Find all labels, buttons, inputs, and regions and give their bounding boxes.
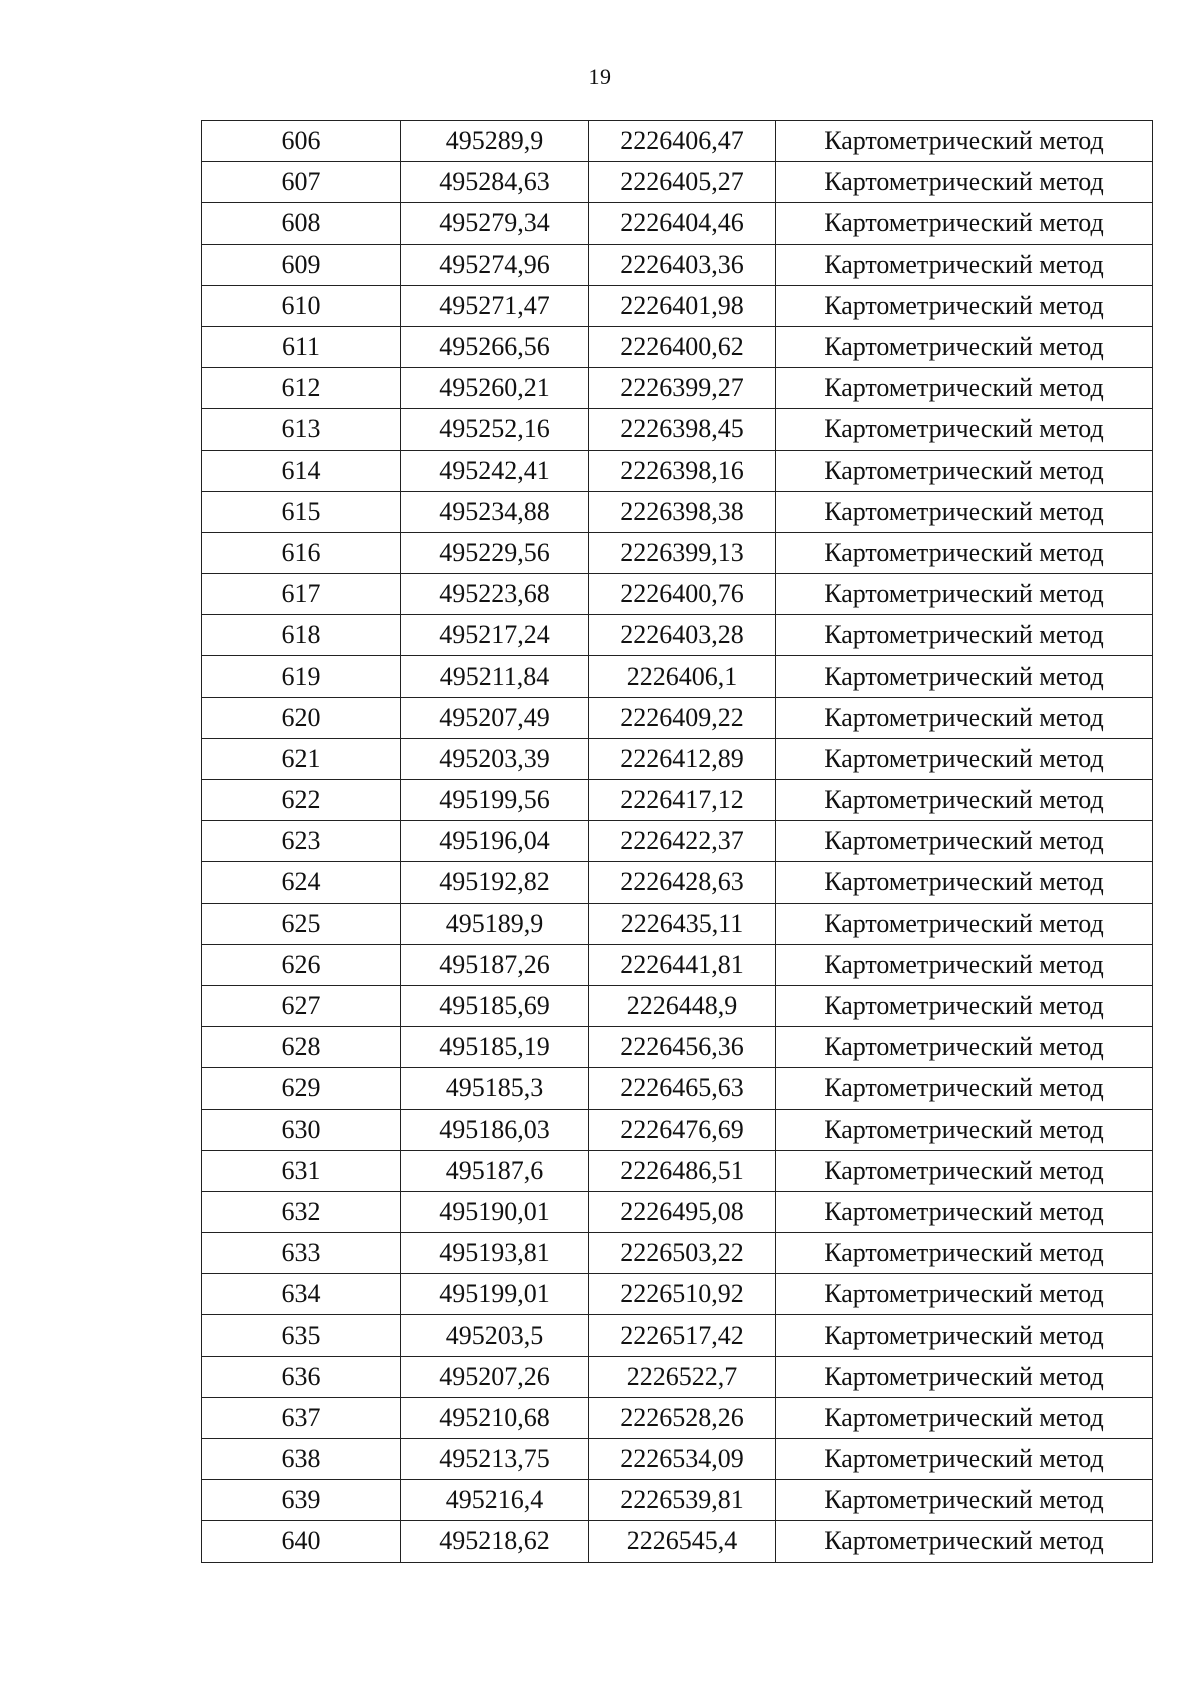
x-coordinate-cell: 495223,68 bbox=[401, 574, 589, 615]
table-row bbox=[202, 985, 1153, 1026]
method-cell: Картометрический метод bbox=[776, 326, 1153, 367]
method-cell: Картометрический метод bbox=[776, 450, 1153, 491]
point-number-cell: 618 bbox=[202, 615, 401, 656]
x-coordinate-cell: 495189,9 bbox=[401, 903, 589, 944]
y-coordinate-cell: 2226400,76 bbox=[589, 574, 776, 615]
y-coordinate-cell: 2226528,26 bbox=[589, 1397, 776, 1438]
method-cell: Картометрический метод bbox=[776, 1521, 1153, 1562]
x-coordinate-cell: 495252,16 bbox=[401, 409, 589, 450]
point-number-cell: 627 bbox=[202, 985, 401, 1026]
y-coordinate-cell: 2226409,22 bbox=[589, 697, 776, 738]
method-cell: Картометрический метод bbox=[776, 656, 1153, 697]
y-coordinate-cell: 2226495,08 bbox=[589, 1191, 776, 1232]
table-row bbox=[202, 656, 1153, 697]
x-coordinate-cell: 495279,34 bbox=[401, 203, 589, 244]
y-coordinate-cell: 2226545,4 bbox=[589, 1521, 776, 1562]
y-coordinate-cell: 2226400,62 bbox=[589, 326, 776, 367]
method-cell: Картометрический метод bbox=[776, 409, 1153, 450]
x-coordinate-cell: 495196,04 bbox=[401, 821, 589, 862]
x-coordinate-cell: 495271,47 bbox=[401, 285, 589, 326]
x-coordinate-cell: 495187,6 bbox=[401, 1150, 589, 1191]
y-coordinate-cell: 2226422,37 bbox=[589, 821, 776, 862]
x-coordinate-cell: 495185,69 bbox=[401, 985, 589, 1026]
y-coordinate-cell: 2226404,46 bbox=[589, 203, 776, 244]
table-row bbox=[202, 121, 1153, 162]
x-coordinate-cell: 495234,88 bbox=[401, 491, 589, 532]
method-cell: Картометрический метод bbox=[776, 368, 1153, 409]
table-row bbox=[202, 162, 1153, 203]
table-row bbox=[202, 285, 1153, 326]
point-number-cell: 608 bbox=[202, 203, 401, 244]
y-coordinate-cell: 2226398,38 bbox=[589, 491, 776, 532]
method-cell: Картометрический метод bbox=[776, 1356, 1153, 1397]
x-coordinate-cell: 495185,3 bbox=[401, 1068, 589, 1109]
method-cell: Картометрический метод bbox=[776, 944, 1153, 985]
method-cell: Картометрический метод bbox=[776, 738, 1153, 779]
y-coordinate-cell: 2226399,27 bbox=[589, 368, 776, 409]
x-coordinate-cell: 495213,75 bbox=[401, 1439, 589, 1480]
table-row bbox=[202, 1356, 1153, 1397]
point-number-cell: 634 bbox=[202, 1274, 401, 1315]
method-cell: Картометрический метод bbox=[776, 1439, 1153, 1480]
y-coordinate-cell: 2226441,81 bbox=[589, 944, 776, 985]
table-row bbox=[202, 1233, 1153, 1274]
table-row bbox=[202, 409, 1153, 450]
x-coordinate-cell: 495186,03 bbox=[401, 1109, 589, 1150]
point-number-cell: 640 bbox=[202, 1521, 401, 1562]
method-cell: Картометрический метод bbox=[776, 1068, 1153, 1109]
point-number-cell: 606 bbox=[202, 121, 401, 162]
page-number: 19 bbox=[588, 64, 612, 89]
x-coordinate-cell: 495203,39 bbox=[401, 738, 589, 779]
method-cell: Картометрический метод bbox=[776, 1109, 1153, 1150]
method-cell: Картометрический метод bbox=[776, 1397, 1153, 1438]
table-row bbox=[202, 1068, 1153, 1109]
point-number-cell: 617 bbox=[202, 574, 401, 615]
table-row bbox=[202, 532, 1153, 573]
x-coordinate-cell: 495210,68 bbox=[401, 1397, 589, 1438]
coordinates-table bbox=[201, 120, 1153, 1563]
x-coordinate-cell: 495187,26 bbox=[401, 944, 589, 985]
point-number-cell: 620 bbox=[202, 697, 401, 738]
point-number-cell: 639 bbox=[202, 1480, 401, 1521]
method-cell: Картометрический метод bbox=[776, 780, 1153, 821]
method-cell: Картометрический метод bbox=[776, 862, 1153, 903]
y-coordinate-cell: 2226435,11 bbox=[589, 903, 776, 944]
x-coordinate-cell: 495185,19 bbox=[401, 1027, 589, 1068]
table-row bbox=[202, 1109, 1153, 1150]
y-coordinate-cell: 2226412,89 bbox=[589, 738, 776, 779]
table-row bbox=[202, 1397, 1153, 1438]
point-number-cell: 612 bbox=[202, 368, 401, 409]
table-row bbox=[202, 821, 1153, 862]
y-coordinate-cell: 2226417,12 bbox=[589, 780, 776, 821]
table-row bbox=[202, 1191, 1153, 1232]
table-row bbox=[202, 450, 1153, 491]
point-number-cell: 621 bbox=[202, 738, 401, 779]
x-coordinate-cell: 495190,01 bbox=[401, 1191, 589, 1232]
table-row bbox=[202, 1150, 1153, 1191]
y-coordinate-cell: 2226406,1 bbox=[589, 656, 776, 697]
table-row bbox=[202, 491, 1153, 532]
point-number-cell: 615 bbox=[202, 491, 401, 532]
point-number-cell: 630 bbox=[202, 1109, 401, 1150]
point-number-cell: 623 bbox=[202, 821, 401, 862]
table-row bbox=[202, 697, 1153, 738]
table-row bbox=[202, 903, 1153, 944]
table-row bbox=[202, 862, 1153, 903]
point-number-cell: 626 bbox=[202, 944, 401, 985]
point-number-cell: 629 bbox=[202, 1068, 401, 1109]
y-coordinate-cell: 2226517,42 bbox=[589, 1315, 776, 1356]
point-number-cell: 625 bbox=[202, 903, 401, 944]
method-cell: Картометрический метод bbox=[776, 1274, 1153, 1315]
table-row bbox=[202, 944, 1153, 985]
x-coordinate-cell: 495217,24 bbox=[401, 615, 589, 656]
y-coordinate-cell: 2226399,13 bbox=[589, 532, 776, 573]
y-coordinate-cell: 2226465,63 bbox=[589, 1068, 776, 1109]
method-cell: Картометрический метод bbox=[776, 1233, 1153, 1274]
method-cell: Картометрический метод bbox=[776, 1315, 1153, 1356]
method-cell: Картометрический метод bbox=[776, 162, 1153, 203]
point-number-cell: 613 bbox=[202, 409, 401, 450]
method-cell: Картометрический метод bbox=[776, 985, 1153, 1026]
method-cell: Картометрический метод bbox=[776, 285, 1153, 326]
table-row bbox=[202, 368, 1153, 409]
x-coordinate-cell: 495289,9 bbox=[401, 121, 589, 162]
y-coordinate-cell: 2226398,16 bbox=[589, 450, 776, 491]
x-coordinate-cell: 495260,21 bbox=[401, 368, 589, 409]
x-coordinate-cell: 495218,62 bbox=[401, 1521, 589, 1562]
point-number-cell: 632 bbox=[202, 1191, 401, 1232]
table-row bbox=[202, 1521, 1153, 1562]
y-coordinate-cell: 2226401,98 bbox=[589, 285, 776, 326]
table-row bbox=[202, 615, 1153, 656]
table-row bbox=[202, 203, 1153, 244]
y-coordinate-cell: 2226510,92 bbox=[589, 1274, 776, 1315]
point-number-cell: 619 bbox=[202, 656, 401, 697]
x-coordinate-cell: 495207,26 bbox=[401, 1356, 589, 1397]
y-coordinate-cell: 2226406,47 bbox=[589, 121, 776, 162]
point-number-cell: 622 bbox=[202, 780, 401, 821]
method-cell: Картометрический метод bbox=[776, 697, 1153, 738]
point-number-cell: 635 bbox=[202, 1315, 401, 1356]
table-row bbox=[202, 1480, 1153, 1521]
method-cell: Картометрический метод bbox=[776, 532, 1153, 573]
point-number-cell: 624 bbox=[202, 862, 401, 903]
method-cell: Картометрический метод bbox=[776, 244, 1153, 285]
point-number-cell: 610 bbox=[202, 285, 401, 326]
x-coordinate-cell: 495242,41 bbox=[401, 450, 589, 491]
y-coordinate-cell: 2226405,27 bbox=[589, 162, 776, 203]
point-number-cell: 633 bbox=[202, 1233, 401, 1274]
y-coordinate-cell: 2226456,36 bbox=[589, 1027, 776, 1068]
y-coordinate-cell: 2226403,36 bbox=[589, 244, 776, 285]
y-coordinate-cell: 2226398,45 bbox=[589, 409, 776, 450]
x-coordinate-cell: 495193,81 bbox=[401, 1233, 589, 1274]
coordinates-table-body bbox=[202, 121, 1153, 1563]
x-coordinate-cell: 495199,01 bbox=[401, 1274, 589, 1315]
table-row bbox=[202, 574, 1153, 615]
y-coordinate-cell: 2226486,51 bbox=[589, 1150, 776, 1191]
y-coordinate-cell: 2226534,09 bbox=[589, 1439, 776, 1480]
x-coordinate-cell: 495229,56 bbox=[401, 532, 589, 573]
x-coordinate-cell: 495211,84 bbox=[401, 656, 589, 697]
x-coordinate-cell: 495266,56 bbox=[401, 326, 589, 367]
x-coordinate-cell: 495203,5 bbox=[401, 1315, 589, 1356]
point-number-cell: 609 bbox=[202, 244, 401, 285]
point-number-cell: 628 bbox=[202, 1027, 401, 1068]
method-cell: Картометрический метод bbox=[776, 1027, 1153, 1068]
y-coordinate-cell: 2226503,22 bbox=[589, 1233, 776, 1274]
method-cell: Картометрический метод bbox=[776, 1150, 1153, 1191]
point-number-cell: 636 bbox=[202, 1356, 401, 1397]
point-number-cell: 638 bbox=[202, 1439, 401, 1480]
table-row bbox=[202, 738, 1153, 779]
point-number-cell: 631 bbox=[202, 1150, 401, 1191]
method-cell: Картометрический метод bbox=[776, 491, 1153, 532]
method-cell: Картометрический метод bbox=[776, 574, 1153, 615]
table-row bbox=[202, 1439, 1153, 1480]
point-number-cell: 607 bbox=[202, 162, 401, 203]
y-coordinate-cell: 2226403,28 bbox=[589, 615, 776, 656]
point-number-cell: 637 bbox=[202, 1397, 401, 1438]
x-coordinate-cell: 495274,96 bbox=[401, 244, 589, 285]
method-cell: Картометрический метод bbox=[776, 203, 1153, 244]
table-row bbox=[202, 244, 1153, 285]
y-coordinate-cell: 2226539,81 bbox=[589, 1480, 776, 1521]
table-row bbox=[202, 326, 1153, 367]
method-cell: Картометрический метод bbox=[776, 1480, 1153, 1521]
y-coordinate-cell: 2226428,63 bbox=[589, 862, 776, 903]
method-cell: Картометрический метод bbox=[776, 903, 1153, 944]
x-coordinate-cell: 495192,82 bbox=[401, 862, 589, 903]
x-coordinate-cell: 495216,4 bbox=[401, 1480, 589, 1521]
y-coordinate-cell: 2226476,69 bbox=[589, 1109, 776, 1150]
method-cell: Картометрический метод bbox=[776, 121, 1153, 162]
table-row bbox=[202, 1274, 1153, 1315]
x-coordinate-cell: 495199,56 bbox=[401, 780, 589, 821]
method-cell: Картометрический метод bbox=[776, 1191, 1153, 1232]
x-coordinate-cell: 495207,49 bbox=[401, 697, 589, 738]
y-coordinate-cell: 2226448,9 bbox=[589, 985, 776, 1026]
method-cell: Картометрический метод bbox=[776, 821, 1153, 862]
point-number-cell: 614 bbox=[202, 450, 401, 491]
table-row bbox=[202, 1315, 1153, 1356]
y-coordinate-cell: 2226522,7 bbox=[589, 1356, 776, 1397]
point-number-cell: 611 bbox=[202, 326, 401, 367]
method-cell: Картометрический метод bbox=[776, 615, 1153, 656]
x-coordinate-cell: 495284,63 bbox=[401, 162, 589, 203]
point-number-cell: 616 bbox=[202, 532, 401, 573]
table-row bbox=[202, 780, 1153, 821]
table-row bbox=[202, 1027, 1153, 1068]
